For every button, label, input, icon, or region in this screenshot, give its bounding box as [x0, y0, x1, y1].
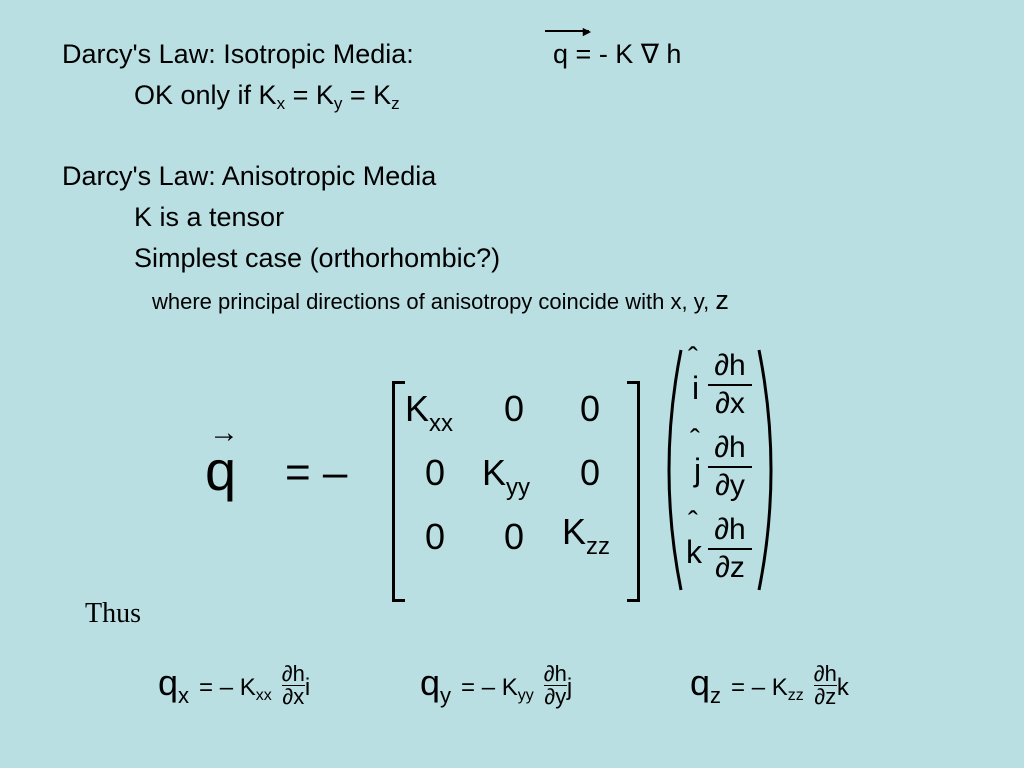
unit-k: k	[686, 534, 702, 570]
matrix-q: q	[205, 439, 237, 502]
component-qz	[690, 662, 849, 709]
qz-den: ∂z	[814, 683, 837, 709]
matrix-k-zz-k: K	[562, 511, 587, 552]
isotropic-rhs: = - K ∇ h	[575, 39, 682, 69]
qx-eq: = – K	[199, 674, 256, 701]
sub-x: x	[276, 94, 286, 113]
anisotropic-line3	[152, 285, 729, 317]
dh-dy-frac	[708, 432, 752, 502]
qy-frac	[543, 660, 567, 709]
qz-sub: z	[710, 683, 722, 708]
j-hat: ˆ	[690, 424, 700, 457]
dh-dx-bar	[708, 384, 752, 386]
qx-unit: i	[304, 674, 311, 701]
qz-unit: k	[836, 674, 849, 701]
matrix-k-zz-sub: zz	[586, 533, 611, 560]
qy-sub: y	[440, 683, 452, 708]
dh-dy-den: ∂y	[715, 469, 745, 502]
anisotropic-line3-z: z	[715, 285, 729, 315]
qz-rhs	[731, 674, 804, 704]
q-vector-arrow: →	[209, 416, 239, 449]
dh-dz-frac	[708, 514, 752, 584]
qy-rhs	[461, 674, 534, 704]
component-qy	[420, 662, 572, 709]
anisotropic-heading: Darcy's Law: Anisotropic Media	[62, 161, 437, 191]
matrix-k-xx-k: K	[405, 388, 430, 429]
i-hat: ˆ	[688, 342, 698, 375]
qy-den: ∂y	[544, 683, 567, 709]
qy-unit: j	[566, 674, 573, 701]
matrix-r3c2: 0	[504, 516, 525, 557]
condition-prefix: OK only if K	[134, 80, 277, 110]
qx-rhs	[199, 674, 272, 704]
dh-dz-bar	[708, 548, 752, 550]
matrix-k-xx	[405, 388, 453, 438]
matrix-r2c3: 0	[580, 452, 601, 493]
isotropic-equation	[553, 38, 681, 70]
unit-i: i	[692, 370, 700, 406]
matrix-k-yy-k: K	[482, 452, 507, 493]
isotropic-heading	[62, 38, 414, 70]
dh-dz-den: ∂z	[715, 551, 745, 584]
qx-frac	[281, 660, 305, 709]
qx-ksub: xx	[255, 687, 272, 704]
unit-j: j	[694, 452, 702, 488]
qz-num: ∂h	[813, 660, 837, 686]
matrix-r1c3: 0	[580, 388, 601, 429]
matrix-k-xx-sub: xx	[429, 410, 454, 437]
qx-sub: x	[178, 683, 190, 708]
anisotropic-line3-text: where principal directions of anisotropy coincide with x, y,	[152, 289, 710, 314]
dh-dz-num: ∂h	[714, 513, 746, 546]
qz-q: q	[690, 662, 711, 703]
sub-y: y	[333, 94, 343, 113]
matrix-k-zz	[562, 511, 610, 561]
dh-dx-den: ∂x	[715, 387, 745, 420]
matrix-r2c1: 0	[425, 452, 446, 493]
qx-q: q	[158, 662, 179, 703]
q-symbol: q	[553, 39, 569, 69]
matrix-k-yy-sub: yy	[506, 474, 531, 501]
component-qx	[158, 662, 310, 709]
matrix-k-yy	[482, 452, 530, 502]
thus-label: Thus	[85, 598, 141, 629]
anisotropic-line2: Simplest case (orthorhombic?)	[134, 243, 501, 273]
matrix-r1c2: 0	[504, 388, 525, 429]
qz-eq: = – K	[731, 674, 788, 701]
qy-q: q	[420, 662, 441, 703]
vector-arrow-head: ►	[580, 23, 594, 39]
isotropic-condition	[134, 79, 400, 120]
k-hat: ˆ	[688, 506, 698, 539]
qy-ksub: yy	[517, 687, 534, 704]
qx-den: ∂x	[282, 683, 305, 709]
condition-eq2: = K	[342, 80, 392, 110]
dh-dx-frac	[708, 350, 752, 420]
matrix-right-bracket	[627, 381, 640, 602]
dh-dy-bar	[708, 466, 752, 468]
isotropic-heading-text: Darcy's Law: Isotropic Media:	[62, 39, 414, 69]
dh-dy-num: ∂h	[714, 431, 746, 464]
qy-eq: = – K	[461, 674, 518, 701]
anisotropic-line1: K is a tensor	[134, 202, 285, 232]
qz-ksub: zz	[787, 687, 804, 704]
matrix-r3c1: 0	[425, 516, 446, 557]
dh-dx-num: ∂h	[714, 349, 746, 382]
sub-z: z	[391, 94, 400, 113]
qz-frac	[813, 660, 837, 709]
condition-eq1: = K	[285, 80, 334, 110]
matrix-left-bracket	[392, 381, 405, 602]
qy-num: ∂h	[543, 660, 567, 686]
qx-num: ∂h	[281, 660, 305, 686]
matrix-equals: = –	[285, 448, 348, 497]
